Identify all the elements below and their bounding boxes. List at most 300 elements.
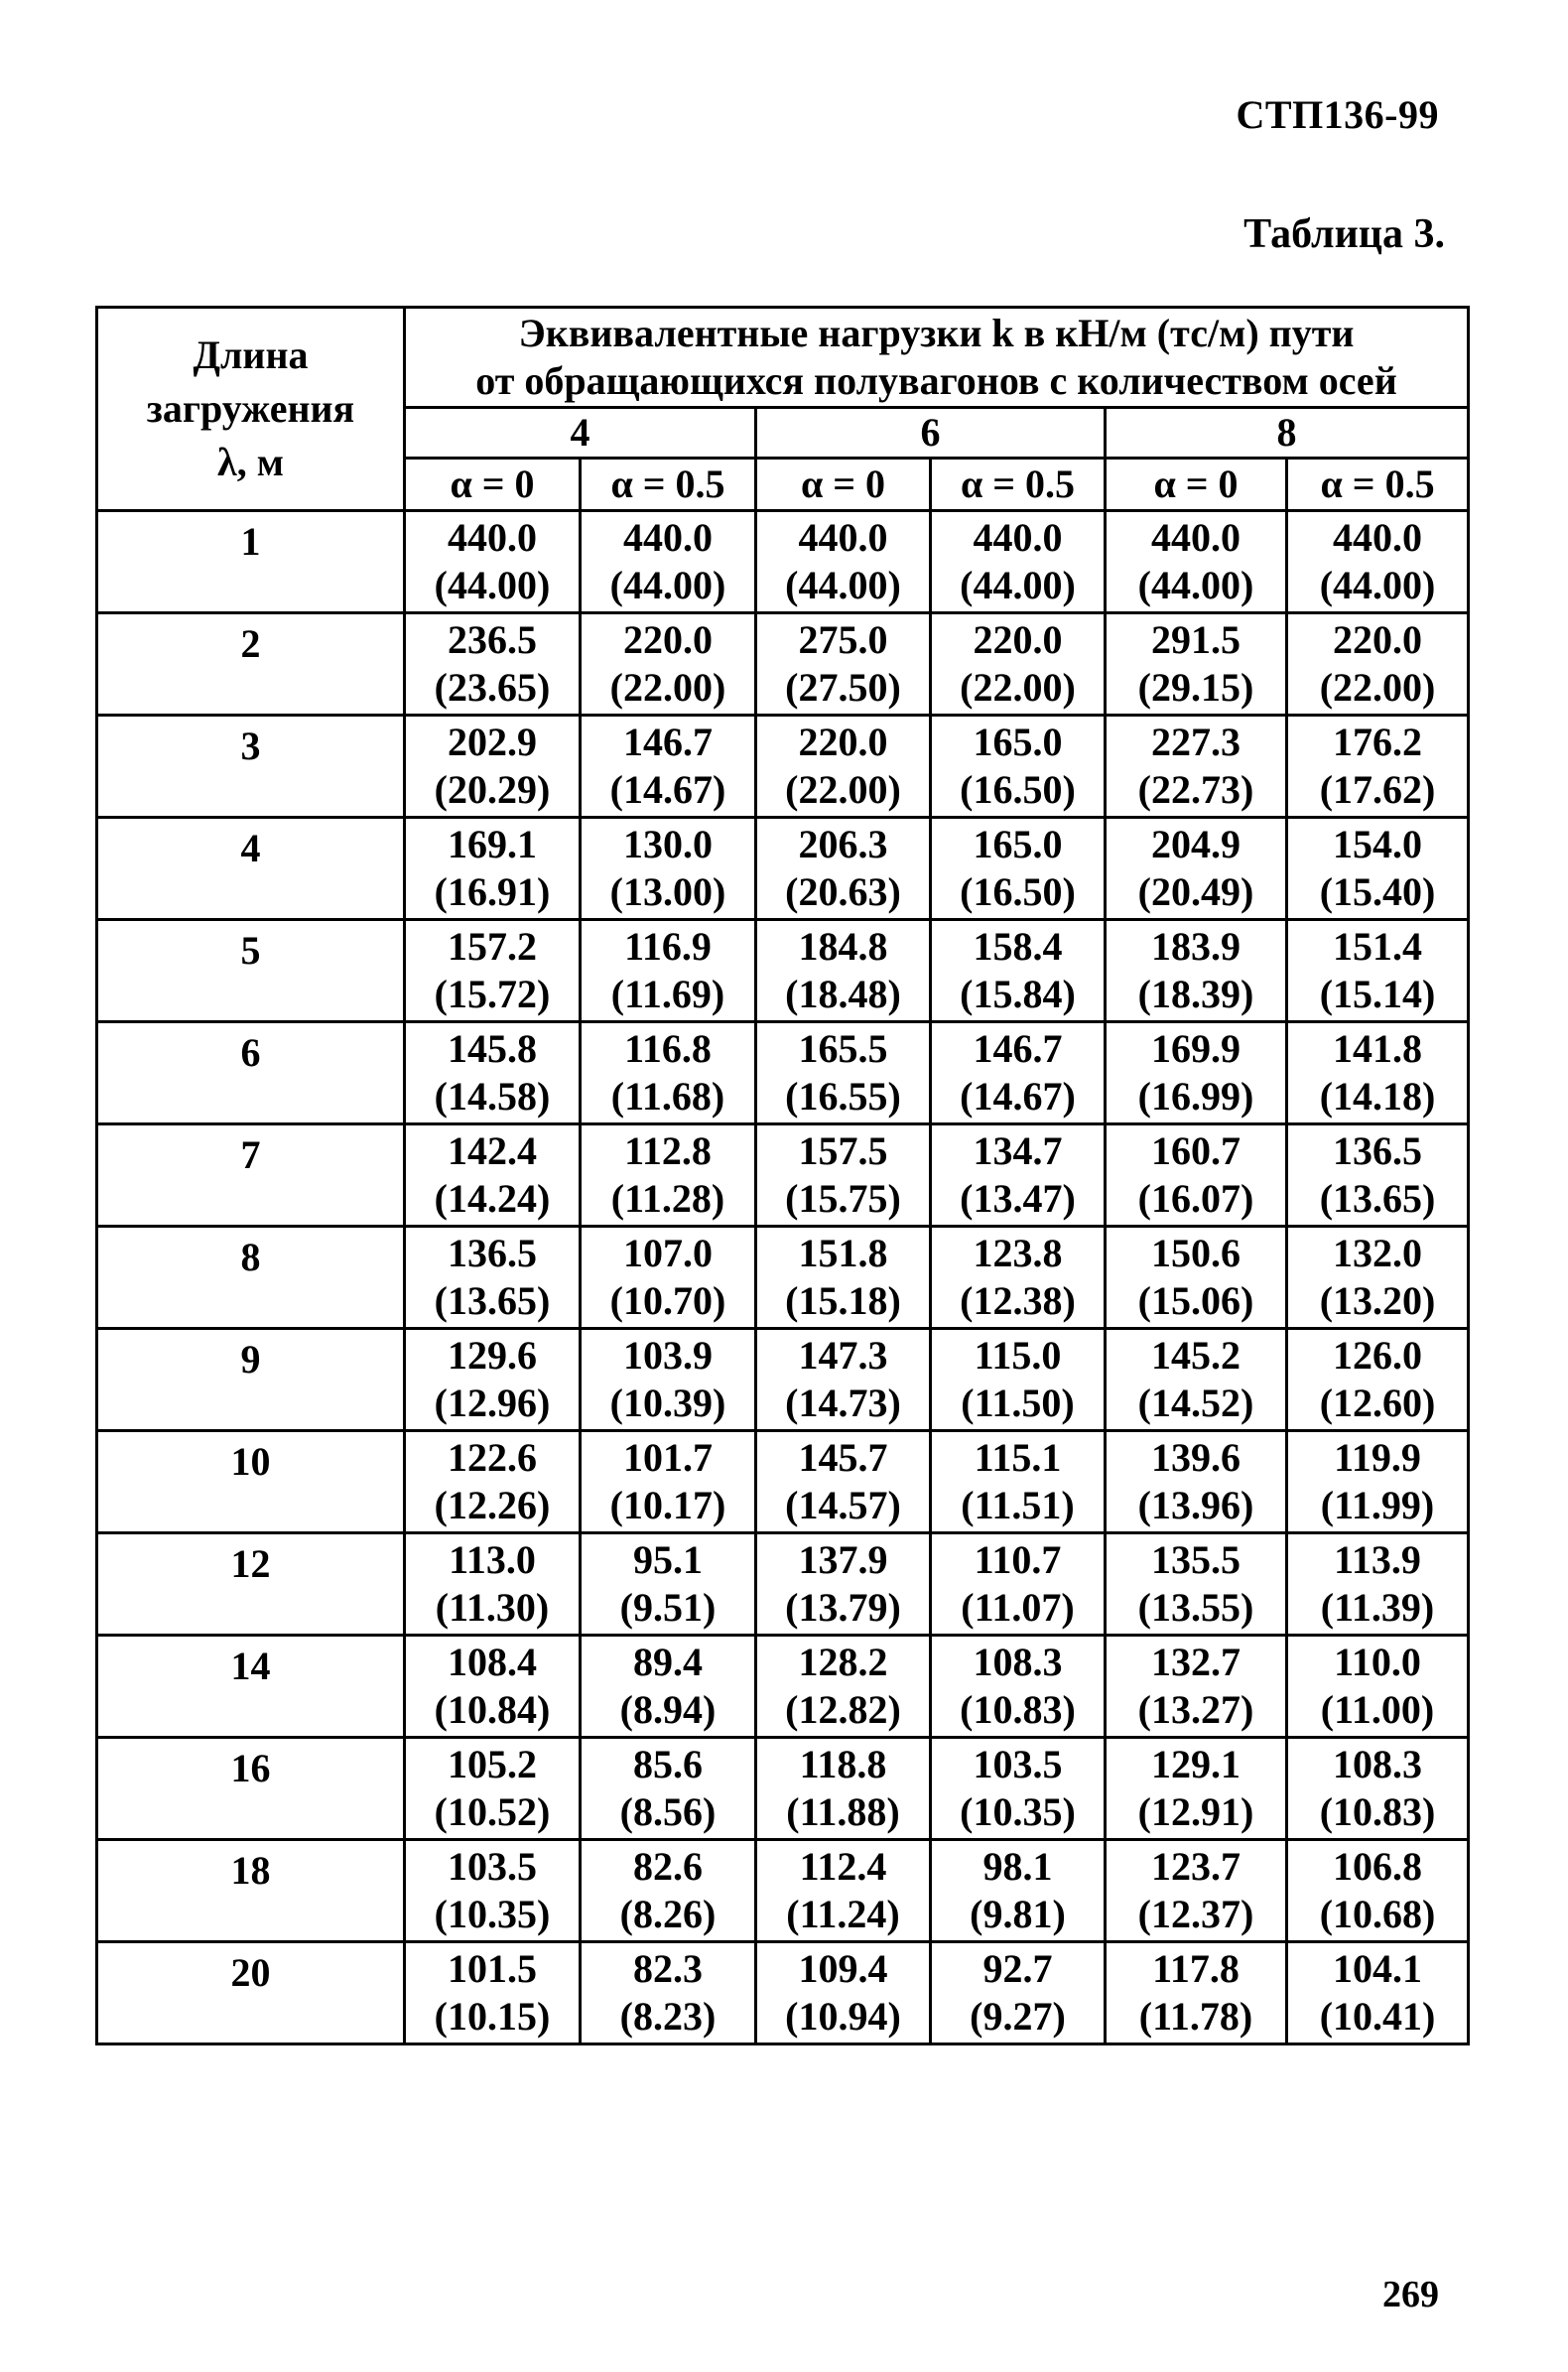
- load-kn-value: 110.7: [974, 1537, 1062, 1582]
- load-tc-value: (11.39): [1320, 1585, 1435, 1630]
- load-tc-value: (14.67): [960, 1074, 1076, 1119]
- load-kn-value: 440.0: [448, 515, 537, 560]
- table-row: [97, 1124, 1469, 1227]
- axle-count-header: 6: [756, 408, 1106, 459]
- load-kn-value: 129.1: [1151, 1742, 1241, 1786]
- load-value-cell: [931, 1022, 1106, 1124]
- load-tc-value: (12.96): [434, 1381, 551, 1425]
- load-tc-value: (16.91): [434, 869, 551, 914]
- table-row: [97, 1942, 1469, 2044]
- load-value-cell: [581, 1533, 756, 1636]
- load-kn-value: 136.5: [1333, 1128, 1423, 1173]
- load-kn-value: 227.3: [1151, 720, 1241, 764]
- load-value-cell: [581, 818, 756, 920]
- length-cell: 10: [97, 1431, 405, 1533]
- load-kn-value: 183.9: [1151, 924, 1241, 969]
- alpha-header: α = 0.5: [1287, 459, 1469, 511]
- load-kn-value: 145.2: [1151, 1333, 1241, 1378]
- load-kn-value: 115.0: [974, 1333, 1062, 1378]
- load-value-cell: [1106, 1942, 1287, 2044]
- load-tc-value: (22.00): [1319, 665, 1436, 710]
- loads-group-header: [405, 308, 1469, 408]
- load-value-cell: [756, 1636, 931, 1738]
- load-tc-value: (44.00): [960, 563, 1076, 607]
- load-kn-value: 116.9: [624, 924, 712, 969]
- load-kn-value: 110.0: [1334, 1640, 1421, 1684]
- load-tc-value: (13.00): [609, 869, 726, 914]
- load-tc-value: (18.48): [785, 972, 901, 1016]
- load-value-cell: [931, 920, 1106, 1022]
- length-cell: 9: [97, 1329, 405, 1431]
- load-tc-value: (16.50): [960, 869, 1076, 914]
- load-tc-value: (9.27): [970, 1994, 1066, 2039]
- load-kn-value: 112.8: [624, 1128, 712, 1173]
- length-cell: 12: [97, 1533, 405, 1636]
- load-tc-value: (10.94): [785, 1994, 901, 2039]
- load-kn-value: 165.0: [973, 822, 1063, 866]
- load-tc-value: (14.67): [609, 767, 726, 812]
- load-kn-value: 165.5: [798, 1026, 888, 1071]
- load-value-cell: [405, 1738, 581, 1840]
- load-tc-value: (10.35): [434, 1892, 551, 1936]
- length-cell: 7: [97, 1124, 405, 1227]
- load-kn-value: 103.5: [448, 1844, 537, 1889]
- load-kn-value: 116.8: [624, 1026, 712, 1071]
- load-value-cell: [1106, 1022, 1287, 1124]
- load-kn-value: 107.0: [623, 1231, 713, 1275]
- load-tc-value: (16.07): [1137, 1176, 1254, 1221]
- load-tc-value: (20.49): [1137, 869, 1254, 914]
- length-cell: 5: [97, 920, 405, 1022]
- load-tc-value: (10.41): [1319, 1994, 1436, 2039]
- load-tc-value: (10.83): [960, 1687, 1076, 1732]
- load-value-cell: [581, 1431, 756, 1533]
- table-row: [97, 1636, 1469, 1738]
- load-value-cell: [581, 716, 756, 818]
- load-tc-value: (10.84): [434, 1687, 551, 1732]
- table-row: [97, 511, 1469, 613]
- load-value-cell: [756, 1022, 931, 1124]
- load-value-cell: [756, 1840, 931, 1942]
- load-value-cell: [1287, 1431, 1469, 1533]
- load-tc-value: (16.50): [960, 767, 1076, 812]
- load-kn-value: 141.8: [1333, 1026, 1423, 1071]
- load-value-cell: [1287, 1533, 1469, 1636]
- load-value-cell: [405, 1227, 581, 1329]
- alpha-header: α = 0: [405, 459, 581, 511]
- load-kn-value: 108.4: [448, 1640, 537, 1684]
- load-value-cell: [1106, 1431, 1287, 1533]
- load-value-cell: [756, 1227, 931, 1329]
- load-kn-value: 95.1: [633, 1537, 703, 1582]
- alpha-header: α = 0: [1106, 459, 1287, 511]
- load-kn-value: 169.9: [1151, 1026, 1241, 1071]
- load-value-cell: [581, 1329, 756, 1431]
- load-tc-value: (10.35): [960, 1789, 1076, 1834]
- load-kn-value: 134.7: [973, 1128, 1063, 1173]
- load-tc-value: (15.75): [785, 1176, 901, 1221]
- load-kn-value: 104.1: [1333, 1946, 1423, 1991]
- load-value-cell: [1106, 511, 1287, 613]
- load-value-cell: [581, 613, 756, 716]
- load-tc-value: (15.72): [434, 972, 551, 1016]
- load-value-cell: [1287, 1329, 1469, 1431]
- load-tc-value: (12.91): [1137, 1789, 1254, 1834]
- load-value-cell: [1287, 1840, 1469, 1942]
- length-cell: 18: [97, 1840, 405, 1942]
- load-kn-value: 129.6: [448, 1333, 537, 1378]
- load-tc-value: (44.00): [785, 563, 901, 607]
- load-tc-value: (8.23): [619, 1994, 717, 2039]
- load-kn-value: 130.0: [623, 822, 713, 866]
- load-tc-value: (8.26): [619, 1892, 717, 1936]
- load-kn-value: 147.3: [798, 1333, 888, 1378]
- load-kn-value: 98.1: [982, 1844, 1053, 1889]
- load-kn-value: 145.8: [448, 1026, 537, 1071]
- load-value-cell: [405, 1124, 581, 1227]
- load-tc-value: (20.29): [434, 767, 551, 812]
- load-tc-value: (8.56): [619, 1789, 717, 1834]
- load-tc-value: (11.07): [961, 1585, 1075, 1630]
- load-value-cell: [405, 1840, 581, 1942]
- load-value-cell: [581, 1636, 756, 1738]
- load-kn-value: 117.8: [1152, 1946, 1240, 1991]
- load-kn-value: 89.4: [633, 1640, 703, 1684]
- load-value-cell: [931, 1329, 1106, 1431]
- load-kn-value: 108.3: [973, 1640, 1063, 1684]
- load-tc-value: (10.83): [1319, 1789, 1436, 1834]
- load-kn-value: 142.4: [448, 1128, 537, 1173]
- load-kn-value: 126.0: [1333, 1333, 1423, 1378]
- load-value-cell: [405, 1533, 581, 1636]
- table-row: [97, 920, 1469, 1022]
- group-header-line: от обращающихся полувагонов с количеством осей: [475, 358, 1397, 403]
- table-row: [97, 1227, 1469, 1329]
- load-kn-value: 146.7: [973, 1026, 1063, 1071]
- load-kn-value: 176.2: [1333, 720, 1423, 764]
- load-value-cell: [581, 1840, 756, 1942]
- load-value-cell: [405, 1329, 581, 1431]
- load-tc-value: (29.15): [1137, 665, 1254, 710]
- load-kn-value: 112.4: [799, 1844, 887, 1889]
- load-kn-value: 154.0: [1333, 822, 1423, 866]
- load-tc-value: (8.94): [619, 1687, 717, 1732]
- load-value-cell: [581, 1942, 756, 2044]
- load-value-cell: [1287, 920, 1469, 1022]
- load-value-cell: [581, 511, 756, 613]
- load-kn-value: 158.4: [973, 924, 1063, 969]
- load-kn-value: 92.7: [982, 1946, 1053, 1991]
- load-kn-value: 151.8: [798, 1231, 888, 1275]
- table-row: [97, 1738, 1469, 1840]
- load-value-cell: [756, 1738, 931, 1840]
- load-kn-value: 204.9: [1151, 822, 1241, 866]
- load-tc-value: (13.65): [1319, 1176, 1436, 1221]
- load-value-cell: [756, 716, 931, 818]
- load-tc-value: (12.82): [785, 1687, 901, 1732]
- load-tc-value: (10.39): [609, 1381, 726, 1425]
- load-tc-value: (44.00): [434, 563, 551, 607]
- load-kn-value: 440.0: [1151, 515, 1241, 560]
- length-cell: 1: [97, 511, 405, 613]
- length-header-line: Длина: [193, 332, 309, 377]
- load-tc-value: (15.06): [1137, 1278, 1254, 1323]
- load-kn-value: 206.3: [798, 822, 888, 866]
- alpha-header: α = 0: [756, 459, 931, 511]
- load-value-cell: [405, 920, 581, 1022]
- load-kn-value: 132.7: [1151, 1640, 1241, 1684]
- load-tc-value: (12.26): [434, 1483, 551, 1527]
- document-code: СТП136-99: [1236, 92, 1439, 137]
- load-tc-value: (10.68): [1319, 1892, 1436, 1936]
- load-tc-value: (15.18): [785, 1278, 901, 1323]
- load-kn-value: 137.9: [798, 1537, 888, 1582]
- load-kn-value: 146.7: [623, 720, 713, 764]
- load-value-cell: [405, 1022, 581, 1124]
- load-value-cell: [581, 1227, 756, 1329]
- load-kn-value: 165.0: [973, 720, 1063, 764]
- table-row: [97, 1022, 1469, 1124]
- load-value-cell: [1106, 613, 1287, 716]
- load-tc-value: (44.00): [1319, 563, 1436, 607]
- load-value-cell: [1287, 1124, 1469, 1227]
- load-tc-value: (20.63): [785, 869, 901, 914]
- load-tc-value: (11.78): [1138, 1994, 1253, 2039]
- load-tc-value: (11.88): [786, 1789, 900, 1834]
- load-tc-value: (12.60): [1319, 1381, 1436, 1425]
- load-kn-value: 128.2: [798, 1640, 888, 1684]
- load-value-cell: [931, 1227, 1106, 1329]
- load-value-cell: [931, 1738, 1106, 1840]
- load-tc-value: (10.15): [434, 1994, 551, 2039]
- length-header-line: загружения: [146, 386, 355, 431]
- load-kn-value: 202.9: [448, 720, 537, 764]
- load-tc-value: (11.30): [435, 1585, 550, 1630]
- alpha-header: α = 0.5: [581, 459, 756, 511]
- load-kn-value: 115.1: [974, 1435, 1062, 1480]
- load-tc-value: (13.55): [1137, 1585, 1254, 1630]
- load-kn-value: 119.9: [1334, 1435, 1421, 1480]
- load-kn-value: 220.0: [1333, 617, 1423, 662]
- load-value-cell: [931, 716, 1106, 818]
- load-tc-value: (14.52): [1137, 1381, 1254, 1425]
- load-kn-value: 113.9: [1334, 1537, 1421, 1582]
- length-cell: 14: [97, 1636, 405, 1738]
- load-tc-value: (22.00): [785, 767, 901, 812]
- length-column-header: [97, 308, 405, 511]
- load-value-cell: [931, 1636, 1106, 1738]
- length-cell: 16: [97, 1738, 405, 1840]
- load-value-cell: [756, 613, 931, 716]
- table-row: [97, 613, 1469, 716]
- load-tc-value: (11.51): [961, 1483, 1075, 1527]
- load-tc-value: (12.38): [960, 1278, 1076, 1323]
- load-tc-value: (14.57): [785, 1483, 901, 1527]
- load-kn-value: 150.6: [1151, 1231, 1241, 1275]
- load-kn-value: 103.5: [973, 1742, 1063, 1786]
- load-tc-value: (11.00): [1320, 1687, 1435, 1732]
- load-tc-value: (10.17): [609, 1483, 726, 1527]
- load-value-cell: [756, 818, 931, 920]
- load-tc-value: (11.99): [1320, 1483, 1435, 1527]
- load-kn-value: 291.5: [1151, 617, 1241, 662]
- load-tc-value: (10.52): [434, 1789, 551, 1834]
- load-tc-value: (12.37): [1137, 1892, 1254, 1936]
- load-value-cell: [1106, 1533, 1287, 1636]
- load-value-cell: [1106, 1738, 1287, 1840]
- load-value-cell: [1287, 716, 1469, 818]
- load-tc-value: (9.51): [619, 1585, 717, 1630]
- length-header-line: λ, м: [217, 440, 284, 484]
- table-row: [97, 1431, 1469, 1533]
- load-tc-value: (11.50): [961, 1381, 1075, 1425]
- load-value-cell: [1287, 511, 1469, 613]
- load-kn-value: 236.5: [448, 617, 537, 662]
- equivalent-loads-table: [95, 306, 1470, 2045]
- load-value-cell: [756, 1533, 931, 1636]
- load-tc-value: (18.39): [1137, 972, 1254, 1016]
- load-kn-value: 275.0: [798, 617, 888, 662]
- load-kn-value: 108.3: [1333, 1742, 1423, 1786]
- load-kn-value: 105.2: [448, 1742, 537, 1786]
- load-value-cell: [1106, 716, 1287, 818]
- page-number: 269: [1382, 2274, 1439, 2315]
- load-kn-value: 440.0: [1333, 515, 1423, 560]
- load-value-cell: [405, 1636, 581, 1738]
- table-row: [97, 818, 1469, 920]
- load-kn-value: 440.0: [623, 515, 713, 560]
- load-tc-value: (15.84): [960, 972, 1076, 1016]
- load-kn-value: 440.0: [973, 515, 1063, 560]
- load-value-cell: [405, 818, 581, 920]
- table-row: [97, 716, 1469, 818]
- load-kn-value: 220.0: [973, 617, 1063, 662]
- load-kn-value: 123.8: [973, 1231, 1063, 1275]
- load-value-cell: [405, 716, 581, 818]
- load-kn-value: 109.4: [798, 1946, 888, 1991]
- load-tc-value: (13.96): [1137, 1483, 1254, 1527]
- load-value-cell: [931, 1533, 1106, 1636]
- length-cell: 20: [97, 1942, 405, 2044]
- length-cell: 2: [97, 613, 405, 716]
- load-value-cell: [1106, 818, 1287, 920]
- table-row: [97, 1329, 1469, 1431]
- table-row: [97, 1840, 1469, 1942]
- load-kn-value: 132.0: [1333, 1231, 1423, 1275]
- group-header-line: Эквивалентные нагрузки k в кН/м (тс/м) пути: [518, 311, 1355, 355]
- load-value-cell: [581, 920, 756, 1022]
- load-value-cell: [756, 920, 931, 1022]
- load-kn-value: 169.1: [448, 822, 537, 866]
- load-value-cell: [1106, 1227, 1287, 1329]
- load-tc-value: (11.28): [610, 1176, 725, 1221]
- load-value-cell: [931, 1840, 1106, 1942]
- load-tc-value: (15.14): [1319, 972, 1436, 1016]
- load-value-cell: [405, 1431, 581, 1533]
- load-kn-value: 145.7: [798, 1435, 888, 1480]
- load-tc-value: (22.73): [1137, 767, 1254, 812]
- load-value-cell: [1287, 818, 1469, 920]
- load-kn-value: 151.4: [1333, 924, 1423, 969]
- load-tc-value: (13.47): [960, 1176, 1076, 1221]
- load-tc-value: (13.65): [434, 1278, 551, 1323]
- load-value-cell: [581, 1738, 756, 1840]
- load-tc-value: (10.70): [609, 1278, 726, 1323]
- load-kn-value: 118.8: [799, 1742, 887, 1786]
- length-cell: 6: [97, 1022, 405, 1124]
- load-value-cell: [1287, 613, 1469, 716]
- load-value-cell: [1106, 1329, 1287, 1431]
- load-tc-value: (14.18): [1319, 1074, 1436, 1119]
- load-value-cell: [1106, 1124, 1287, 1227]
- load-value-cell: [931, 1942, 1106, 2044]
- load-tc-value: (22.00): [609, 665, 726, 710]
- load-value-cell: [931, 1124, 1106, 1227]
- load-kn-value: 113.0: [449, 1537, 536, 1582]
- load-kn-value: 85.6: [633, 1742, 703, 1786]
- load-kn-value: 136.5: [448, 1231, 537, 1275]
- load-kn-value: 101.7: [623, 1435, 713, 1480]
- load-tc-value: (11.69): [610, 972, 725, 1016]
- load-kn-value: 123.7: [1151, 1844, 1241, 1889]
- table-caption: Таблица 3.: [1243, 211, 1445, 257]
- load-tc-value: (44.00): [609, 563, 726, 607]
- load-tc-value: (14.58): [434, 1074, 551, 1119]
- load-value-cell: [581, 1124, 756, 1227]
- load-kn-value: 106.8: [1333, 1844, 1423, 1889]
- load-value-cell: [1106, 1636, 1287, 1738]
- load-tc-value: (14.24): [434, 1176, 551, 1221]
- axle-count-header: 8: [1106, 408, 1469, 459]
- load-tc-value: (27.50): [785, 665, 901, 710]
- load-value-cell: [1287, 1022, 1469, 1124]
- load-tc-value: (15.40): [1319, 869, 1436, 914]
- load-tc-value: (9.81): [970, 1892, 1066, 1936]
- load-value-cell: [756, 511, 931, 613]
- load-tc-value: (17.62): [1319, 767, 1436, 812]
- load-tc-value: (11.24): [786, 1892, 900, 1936]
- load-value-cell: [1287, 1942, 1469, 2044]
- alpha-header: α = 0.5: [931, 459, 1106, 511]
- load-kn-value: 101.5: [448, 1946, 537, 1991]
- load-tc-value: (16.55): [785, 1074, 901, 1119]
- load-tc-value: (13.27): [1137, 1687, 1254, 1732]
- load-tc-value: (13.20): [1319, 1278, 1436, 1323]
- load-tc-value: (16.99): [1137, 1074, 1254, 1119]
- load-tc-value: (14.73): [785, 1381, 901, 1425]
- load-kn-value: 135.5: [1151, 1537, 1241, 1582]
- load-kn-value: 122.6: [448, 1435, 537, 1480]
- load-value-cell: [931, 818, 1106, 920]
- load-value-cell: [405, 511, 581, 613]
- load-tc-value: (23.65): [434, 665, 551, 710]
- load-value-cell: [931, 613, 1106, 716]
- load-kn-value: 139.6: [1151, 1435, 1241, 1480]
- length-cell: 4: [97, 818, 405, 920]
- load-kn-value: 440.0: [798, 515, 888, 560]
- load-value-cell: [405, 613, 581, 716]
- load-value-cell: [931, 1431, 1106, 1533]
- load-kn-value: 157.2: [448, 924, 537, 969]
- load-value-cell: [405, 1942, 581, 2044]
- load-value-cell: [581, 1022, 756, 1124]
- load-tc-value: (22.00): [960, 665, 1076, 710]
- load-value-cell: [1106, 1840, 1287, 1942]
- load-value-cell: [756, 1431, 931, 1533]
- load-kn-value: 103.9: [623, 1333, 713, 1378]
- load-kn-value: 157.5: [798, 1128, 888, 1173]
- load-value-cell: [756, 1329, 931, 1431]
